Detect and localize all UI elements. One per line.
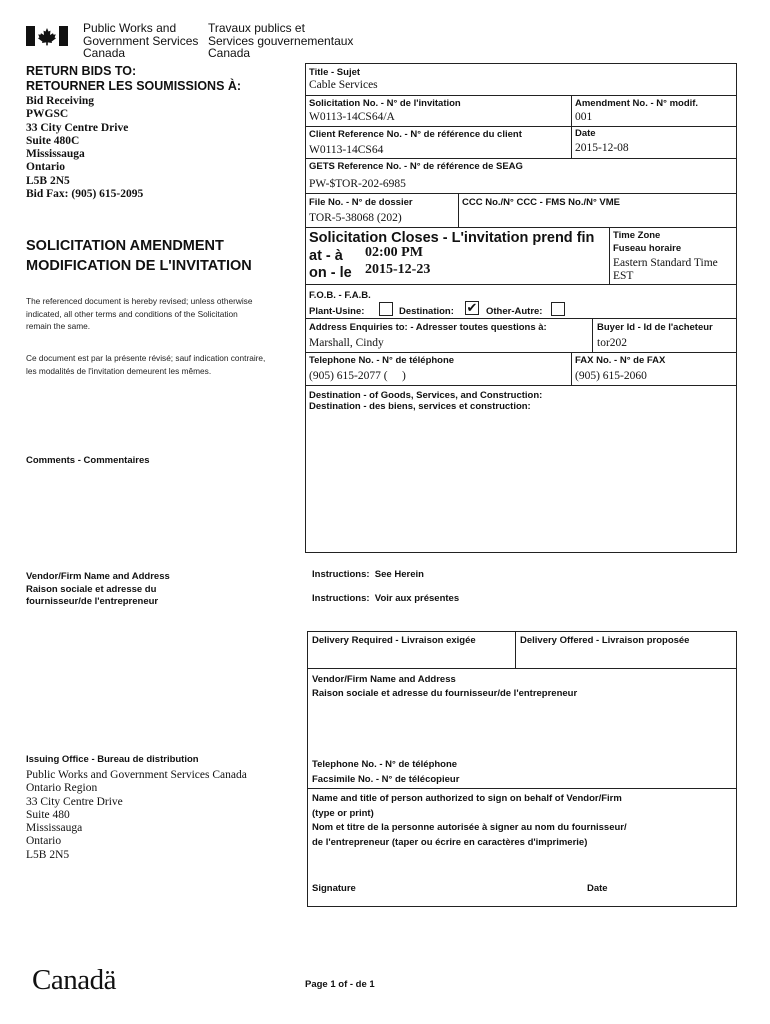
address-line: L5B 2N5 [26,174,70,187]
notice-line: remain the same. [26,321,91,331]
ccc-number-label: CCC No./N° CCC - FMS No./N° VME [462,197,621,208]
rule [592,318,593,352]
address-line: L5B 2N5 [26,848,70,861]
canada-flag-logo [26,26,68,46]
vendor-label-line: Vendor/Firm Name and Address [26,571,170,582]
department-name-en [83,22,198,60]
instructions-en: Instructions: See Herein [312,569,424,580]
signature-label: Signature [312,883,356,894]
notice-fr [26,352,265,377]
address-line: Bid Receiving [26,95,95,107]
vendor-firm-name-label [312,673,577,701]
vendor-telephone-label: Telephone No. - N° de téléphone [312,759,458,770]
time-zone-label-line: Time Zone [613,230,661,241]
client-reference-label: Client Reference No. - N° de référence du client [309,129,522,140]
address-line: Ontario [26,161,65,174]
address-enquiries-label: Address Enquiries to: - Adresser toutes questions à: [309,322,547,333]
address-line: 33 City Centre Drive [26,795,123,808]
vendor-label-line: Raison sociale et adresse du [26,583,157,595]
other-autre-label: Other-Autre: [486,306,543,317]
address-enquiries-value: Marshall, Cindy [309,337,384,349]
notice-line: Ce document est par la présente révisé; sauf indication contraire, [26,353,266,363]
closes-at-value: 02:00 PM [365,245,423,260]
time-zone-label-line: Fuseau horaire [613,243,682,254]
rule [515,631,516,668]
address-line: Suite 480C [26,134,80,147]
department-name-fr [208,22,353,60]
rule [305,284,736,285]
time-zone-value-line: EST [613,270,634,282]
rule [571,95,572,158]
plant-usine-label: Plant-Usine: [309,306,365,317]
rule [305,352,736,353]
delivery-offered-label: Delivery Offered - Livraison proposée [520,635,690,646]
canada-wordmark: Canadä [32,964,116,996]
address-line: Mississauga [26,822,83,835]
fob-label: F.O.B. - F.A.B. [309,290,371,301]
solicitation-number-value: W0113-14CS64/A [309,111,395,123]
buyer-id-value: tor202 [597,337,628,349]
vendor-firm-line: Raison sociale et adresse du fournisseur/de l'entrepreneur [312,688,578,699]
client-reference-value: W0113-14CS64 [309,144,384,156]
return-bids-title [26,64,241,94]
bid-fax-line: Bid Fax: (905) 615-2095 [26,188,144,201]
date-value: 2015-12-08 [575,142,629,154]
address-line: Public Works and Government Services Canada [26,769,247,781]
fax-label: FAX No. - N° de FAX [575,355,666,366]
authorized-line: Name and title of person authorized to sign on behalf of Vendor/Firm [312,793,622,804]
time-zone-value-line: Eastern Standard Time [613,257,718,269]
dept-en-line: Canada [83,46,126,60]
rule [305,158,736,159]
issuing-office-label: Issuing Office - Bureau de distribution [26,754,199,765]
return-address [26,95,143,201]
amendment-title [26,236,252,276]
vendor-firm-label [26,571,170,609]
comments-label: Comments - Commentaires [26,455,150,466]
page-number: Page 1 of - de 1 [305,979,375,990]
address-line: Suite 480 [26,808,70,821]
dept-fr-line: Canada [208,46,251,60]
closes-on-value: 2015-12-23 [365,262,431,277]
rule [609,227,610,284]
amendment-number-label: Amendment No. - N° modif. [575,98,699,109]
file-number-label: File No. - N° de dossier [309,197,413,208]
solicitation-closes-label: Solicitation Closes - L'invitation prend fin [309,230,595,246]
instructions-fr: Instructions: Voir aux présentes [312,593,460,604]
return-title-line: RETOURNER LES SOUMISSIONS À: [26,79,242,93]
plant-usine-checkbox[interactable] [379,302,393,316]
address-line: Ontario Region [26,782,98,795]
signature-date-label: Date [587,883,608,894]
authorized-line: de l'entrepreneur (taper ou écrire en caractères d'imprimerie) [312,836,588,848]
vendor-firm-line: Vendor/Firm Name and Address [312,674,456,685]
amendment-title-line: SOLICITATION AMENDMENT [26,238,224,254]
notice-line: The referenced document is hereby revised; unless otherwise [26,296,253,306]
address-line: 33 City Centre Drive [26,121,129,134]
destination-checkbox[interactable]: ✔ [466,300,478,315]
destination-goods-label [309,390,542,412]
address-line: PWGSC [26,108,69,121]
rule [305,193,736,194]
notice-line: les modalités de l'invitation demeurent les mêmes. [26,365,212,376]
date-label: Date [575,128,596,139]
authorized-line: (type or print) [312,807,374,819]
notice-line: indicated, all other terms and conditions of the Solicitation [26,308,238,319]
dept-fr-line: Services gouvernementaux [208,33,354,48]
other-autre-checkbox[interactable] [551,302,565,316]
time-zone-label [613,229,681,255]
rule [305,385,736,386]
title-label: Title - Sujet [309,67,361,78]
rule [305,126,736,127]
time-zone-value [613,257,718,283]
title-value: Cable Services [309,79,378,91]
dept-en-line: Public Works and [83,21,177,35]
gets-reference-label: GETS Reference No. - N° de référence de SEAG [309,161,523,172]
rule [305,227,736,228]
authorized-line: Nom et titre de la personne autorisée à signer au nom du fournisseur/ [312,822,627,833]
address-line: Mississauga [26,148,85,161]
amendment-number-value: 001 [575,111,593,123]
destination-label: Destination: [399,306,454,317]
fax-value: (905) 615-2060 [575,370,647,382]
return-title-line: RETURN BIDS TO: [26,64,137,78]
rule [305,318,736,319]
dept-fr-line: Travaux publics et [208,21,305,35]
notice-en [26,295,252,333]
closes-at-label: at - à [309,248,343,264]
rule [571,352,572,385]
vendor-facsimile-label: Facsimile No. - N° de télécopieur [312,774,460,785]
vendor-label-line: fournisseur/de l'entrepreneur [26,596,159,607]
delivery-required-label: Delivery Required - Livraison exigée [312,635,476,646]
telephone-label: Telephone No. - N° de téléphone [309,355,455,366]
rule [458,193,459,227]
issuing-office-address [26,769,247,862]
authorized-person-label [312,792,627,850]
destination-goods-line: Destination - of Goods, Services, and Construction: [309,390,543,401]
file-number-value: TOR-5-38068 (202) [309,212,402,224]
destination-goods-line: Destination - des biens, services et construction: [309,401,531,412]
telephone-value: (905) 615-2077 ( ) [309,370,406,382]
buyer-id-label: Buyer Id - Id de l'acheteur [597,322,713,333]
solicitation-number-label: Solicitation No. - N° de l'invitation [309,98,461,109]
rule [307,668,736,669]
address-line: Ontario [26,835,62,848]
rule [305,95,736,96]
dept-en-line: Government Services [83,33,199,48]
rule [307,788,736,789]
closes-on-label: on - le [309,265,352,281]
amendment-title-line: MODIFICATION DE L'INVITATION [26,258,252,274]
gets-reference-value: PW-$TOR-202-6985 [309,178,406,190]
